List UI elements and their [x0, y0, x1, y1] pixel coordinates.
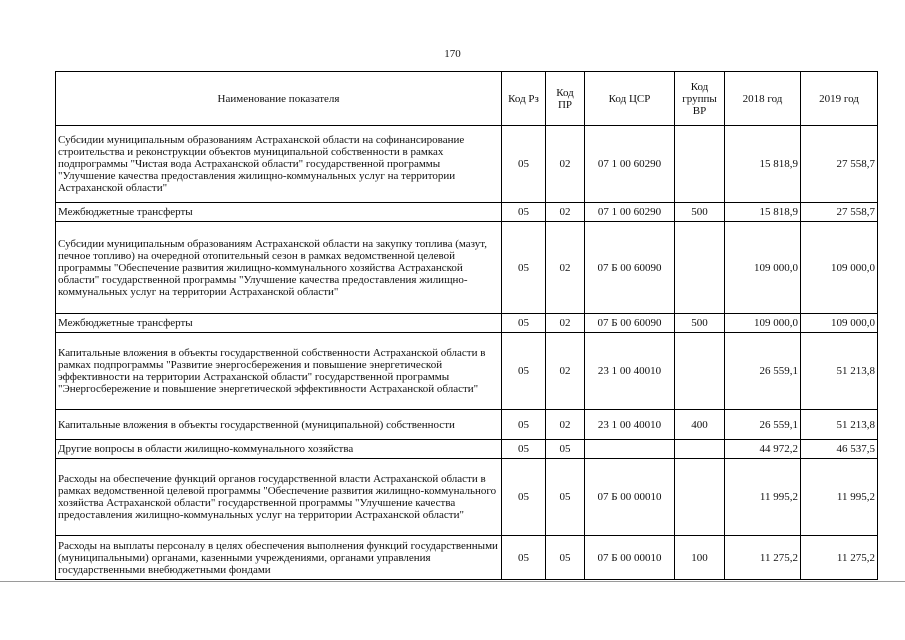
row-name: Субсидии муниципальным образованиям Астраханской области на софинансирование строительства и реконструкции объектов муниципальной собственности в рамках подпрограммы "Чистая вода Астраханской области" государственной программы "Улучшение качества предоставления жилищно-коммунальных услуг на территории Астраханской области" — [56, 126, 502, 203]
row-csr: 23 1 00 40010 — [585, 333, 675, 410]
header-csr: Код ЦСР — [585, 72, 675, 126]
row-name: Капитальные вложения в объекты государственной (муниципальной) собственности — [56, 410, 502, 440]
row-csr: 07 1 00 60290 — [585, 203, 675, 222]
row-2018: 109 000,0 — [725, 314, 801, 333]
row-csr: 07 Б 00 60090 — [585, 314, 675, 333]
row-rz: 05 — [502, 222, 546, 314]
header-vr: Код группы ВР — [675, 72, 725, 126]
row-rz: 05 — [502, 333, 546, 410]
row-2018: 11 275,2 — [725, 536, 801, 580]
row-vr — [675, 459, 725, 536]
row-pr: 05 — [546, 440, 585, 459]
header-pr: Код ПР — [546, 72, 585, 126]
page-divider-line — [0, 581, 905, 582]
header-2018: 2018 год — [725, 72, 801, 126]
row-rz: 05 — [502, 536, 546, 580]
row-name: Межбюджетные трансферты — [56, 314, 502, 333]
row-vr — [675, 440, 725, 459]
table-row — [56, 333, 878, 410]
table-row — [56, 410, 878, 440]
table-row — [56, 459, 878, 536]
row-csr — [585, 440, 675, 459]
row-2018: 44 972,2 — [725, 440, 801, 459]
row-pr: 02 — [546, 222, 585, 314]
row-2018: 26 559,1 — [725, 410, 801, 440]
row-csr: 07 Б 00 60090 — [585, 222, 675, 314]
row-2019: 11 995,2 — [801, 459, 878, 536]
row-2019: 46 537,5 — [801, 440, 878, 459]
row-2019: 51 213,8 — [801, 333, 878, 410]
row-2019: 109 000,0 — [801, 222, 878, 314]
row-2019: 109 000,0 — [801, 314, 878, 333]
row-pr: 02 — [546, 203, 585, 222]
row-name: Субсидии муниципальным образованиям Астраханской области на закупку топлива (мазут, печное топливо) на очередной отопительный сезон в рамках ведомственной целевой программы "Обеспечение развития жилищно-коммунального хозяйства Астраханской области" государственной программы "Улучшение качества предоставления жилищно-коммунальных услуг на территории Астраханской области" — [56, 222, 502, 314]
row-2018: 11 995,2 — [725, 459, 801, 536]
table-row — [56, 126, 878, 203]
header-2019: 2019 год — [801, 72, 878, 126]
row-rz: 05 — [502, 126, 546, 203]
row-pr: 02 — [546, 314, 585, 333]
row-csr: 07 Б 00 00010 — [585, 536, 675, 580]
page-number: 170 — [444, 48, 461, 60]
row-pr: 02 — [546, 126, 585, 203]
row-2018: 26 559,1 — [725, 333, 801, 410]
table-row — [56, 440, 878, 459]
row-name: Другие вопросы в области жилищно-коммунального хозяйства — [56, 440, 502, 459]
budget-table — [55, 71, 878, 580]
row-pr: 02 — [546, 333, 585, 410]
row-vr: 500 — [675, 314, 725, 333]
row-name: Расходы на обеспечение функций органов государственной власти Астраханской области в рамках ведомственной целевой программы "Обеспечение развития жилищно-коммунального хозяйства Астраханской области" государственной программы "Улучшение качества предоставления жилищно-коммунальных услуг на территории Астраханской области" — [56, 459, 502, 536]
row-rz: 05 — [502, 203, 546, 222]
row-rz: 05 — [502, 459, 546, 536]
table-row — [56, 314, 878, 333]
row-pr: 05 — [546, 459, 585, 536]
table-row — [56, 222, 878, 314]
row-name: Расходы на выплаты персоналу в целях обеспечения выполнения функций государственными (муниципальными) органами, казенными учреждениями, органами управления государственными внебюджетными фондами — [56, 536, 502, 580]
row-vr: 400 — [675, 410, 725, 440]
row-csr: 23 1 00 40010 — [585, 410, 675, 440]
row-csr: 07 1 00 60290 — [585, 126, 675, 203]
table-row — [56, 536, 878, 580]
row-vr: 500 — [675, 203, 725, 222]
row-2019: 11 275,2 — [801, 536, 878, 580]
row-vr — [675, 222, 725, 314]
row-pr: 05 — [546, 536, 585, 580]
row-2018: 15 818,9 — [725, 126, 801, 203]
row-name: Капитальные вложения в объекты государственной собственности Астраханской области в рамках подпрограммы "Развитие энергосбережения и повышение энергетической эффективности на территории Астраханской области" государственной программы "Энергосбережение и повышение энергетической эффективности Астраханской области" — [56, 333, 502, 410]
row-name: Межбюджетные трансферты — [56, 203, 502, 222]
row-2019: 51 213,8 — [801, 410, 878, 440]
row-vr: 100 — [675, 536, 725, 580]
table-row — [56, 203, 878, 222]
row-2018: 109 000,0 — [725, 222, 801, 314]
header-name: Наименование показателя — [56, 72, 502, 126]
row-2019: 27 558,7 — [801, 203, 878, 222]
row-vr — [675, 333, 725, 410]
row-csr: 07 Б 00 00010 — [585, 459, 675, 536]
row-rz: 05 — [502, 410, 546, 440]
row-pr: 02 — [546, 410, 585, 440]
row-2019: 27 558,7 — [801, 126, 878, 203]
row-2018: 15 818,9 — [725, 203, 801, 222]
header-rz: Код Рз — [502, 72, 546, 126]
header-row — [56, 72, 878, 126]
row-rz: 05 — [502, 440, 546, 459]
row-vr — [675, 126, 725, 203]
row-rz: 05 — [502, 314, 546, 333]
